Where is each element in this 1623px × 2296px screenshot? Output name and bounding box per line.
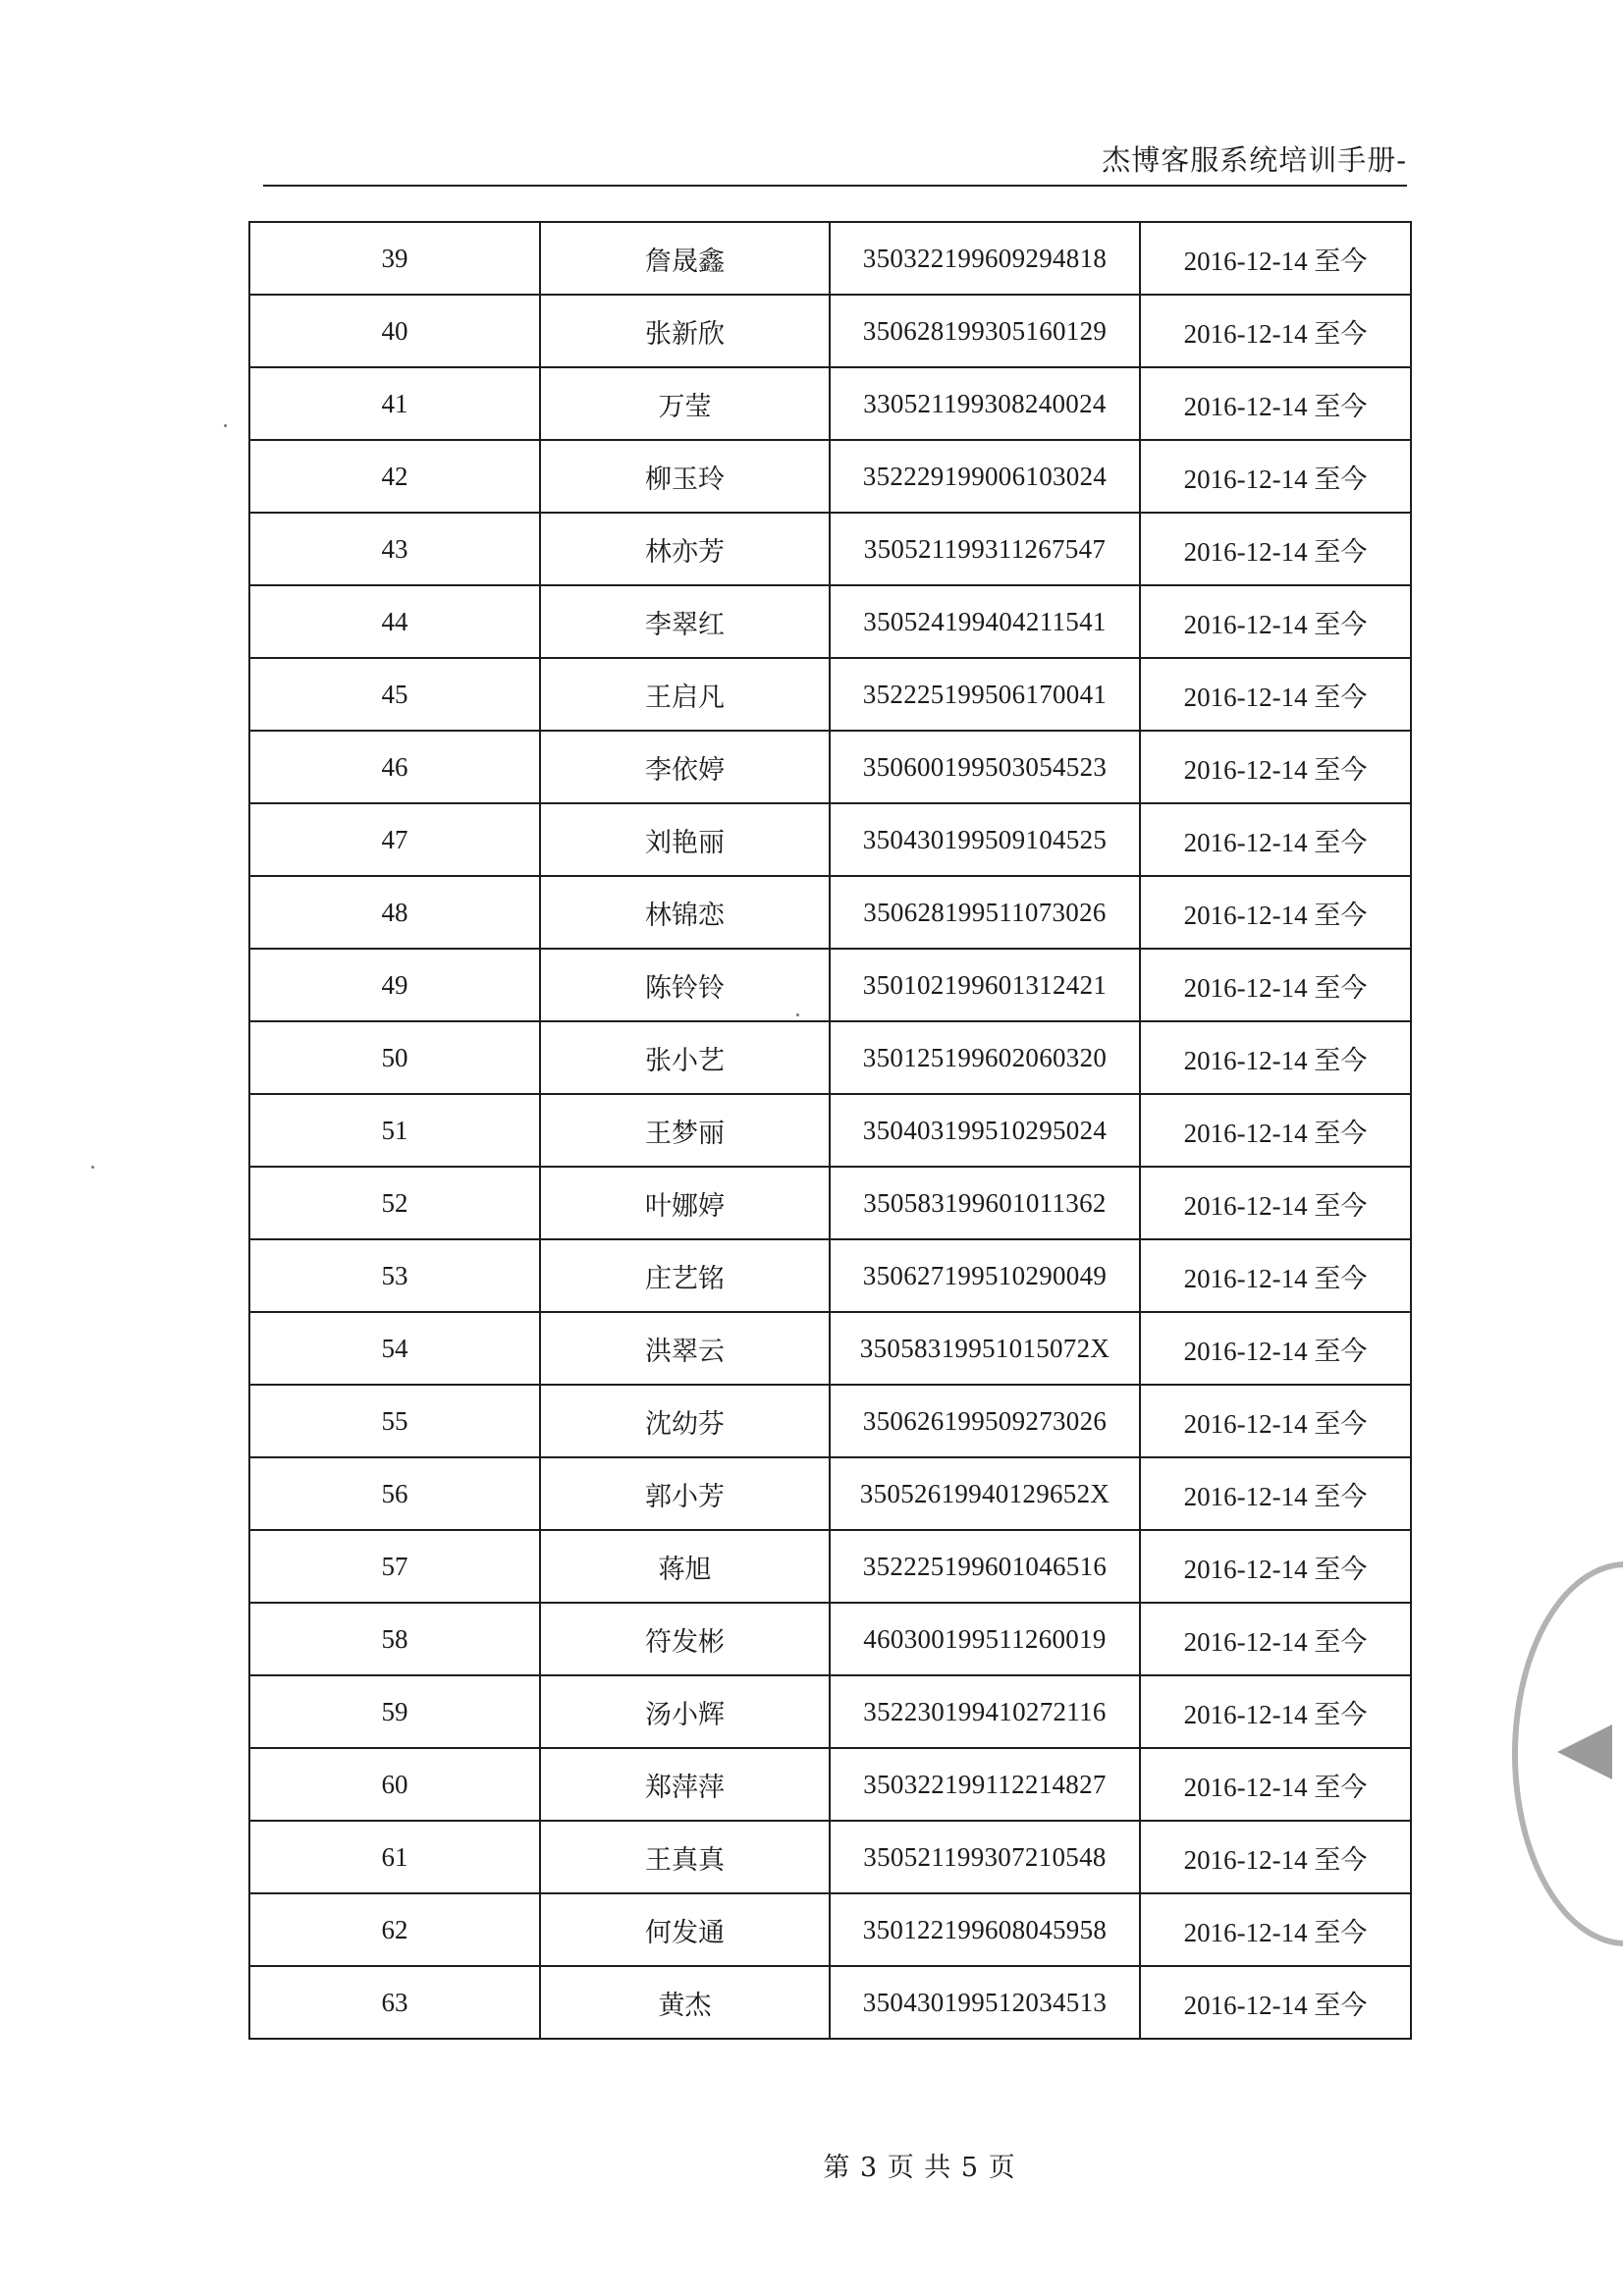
row-number-cell: 45 — [249, 658, 540, 731]
id-number-cell: 350626199509273026 — [830, 1385, 1140, 1457]
table-row — [249, 803, 1411, 876]
id-number-cell: 330521199308240024 — [830, 367, 1140, 440]
name-cell: 郑萍萍 — [540, 1748, 830, 1821]
period-cell: 2016-12-14 至今 — [1140, 1021, 1411, 1094]
name-cell: 万莹 — [540, 367, 830, 440]
id-number-cell: 35052619940129652X — [830, 1457, 1140, 1530]
row-number-cell: 46 — [249, 731, 540, 803]
name-cell: 汤小辉 — [540, 1675, 830, 1748]
id-number-cell: 352229199006103024 — [830, 440, 1140, 513]
period-cell: 2016-12-14 至今 — [1140, 1603, 1411, 1675]
period-cell: 2016-12-14 至今 — [1140, 803, 1411, 876]
period-cell: 2016-12-14 至今 — [1140, 1675, 1411, 1748]
id-number-cell: 350628199511073026 — [830, 876, 1140, 949]
id-number-cell: 352225199506170041 — [830, 658, 1140, 731]
row-number-cell: 58 — [249, 1603, 540, 1675]
period-cell: 2016-12-14 至今 — [1140, 440, 1411, 513]
table-row — [249, 367, 1411, 440]
table-row — [249, 513, 1411, 585]
roster-body — [249, 222, 1411, 2039]
id-number-cell: 350322199112214827 — [830, 1748, 1140, 1821]
row-number-cell: 61 — [249, 1821, 540, 1893]
row-number-cell: 44 — [249, 585, 540, 658]
period-cell: 2016-12-14 至今 — [1140, 1385, 1411, 1457]
name-cell: 张新欣 — [540, 295, 830, 367]
table-row — [249, 1312, 1411, 1385]
name-cell: 蒋旭 — [540, 1530, 830, 1603]
table-row — [249, 295, 1411, 367]
table-row — [249, 1239, 1411, 1312]
id-number-cell: 350521199311267547 — [830, 513, 1140, 585]
name-cell: 柳玉玲 — [540, 440, 830, 513]
scan-speck — [224, 424, 227, 427]
scan-speck — [796, 1013, 799, 1016]
period-cell: 2016-12-14 至今 — [1140, 222, 1411, 295]
name-cell: 林锦恋 — [540, 876, 830, 949]
period-cell: 2016-12-14 至今 — [1140, 1893, 1411, 1966]
id-number-cell: 460300199511260019 — [830, 1603, 1140, 1675]
name-cell: 庄艺铭 — [540, 1239, 830, 1312]
period-cell: 2016-12-14 至今 — [1140, 585, 1411, 658]
table-row — [249, 1457, 1411, 1530]
period-cell: 2016-12-14 至今 — [1140, 1821, 1411, 1893]
table-row — [249, 731, 1411, 803]
id-number-cell: 35058319951015072X — [830, 1312, 1140, 1385]
table-row — [249, 1603, 1411, 1675]
row-number-cell: 51 — [249, 1094, 540, 1167]
name-cell: 郭小芳 — [540, 1457, 830, 1530]
row-number-cell: 52 — [249, 1167, 540, 1239]
name-cell: 李依婷 — [540, 731, 830, 803]
name-cell: 洪翠云 — [540, 1312, 830, 1385]
id-number-cell: 350102199601312421 — [830, 949, 1140, 1021]
row-number-cell: 49 — [249, 949, 540, 1021]
table-row — [249, 1821, 1411, 1893]
name-cell: 林亦芳 — [540, 513, 830, 585]
table-row — [249, 949, 1411, 1021]
id-number-cell: 350403199510295024 — [830, 1094, 1140, 1167]
period-cell: 2016-12-14 至今 — [1140, 1530, 1411, 1603]
table-row — [249, 1893, 1411, 1966]
name-cell: 王梦丽 — [540, 1094, 830, 1167]
period-cell: 2016-12-14 至今 — [1140, 1239, 1411, 1312]
period-cell: 2016-12-14 至今 — [1140, 513, 1411, 585]
name-cell: 黄杰 — [540, 1966, 830, 2039]
name-cell: 刘艳丽 — [540, 803, 830, 876]
period-cell: 2016-12-14 至今 — [1140, 1748, 1411, 1821]
name-cell: 詹晟鑫 — [540, 222, 830, 295]
name-cell: 王真真 — [540, 1821, 830, 1893]
row-number-cell: 42 — [249, 440, 540, 513]
period-cell: 2016-12-14 至今 — [1140, 1457, 1411, 1530]
row-number-cell: 43 — [249, 513, 540, 585]
row-number-cell: 63 — [249, 1966, 540, 2039]
table-row — [249, 1966, 1411, 2039]
row-number-cell: 59 — [249, 1675, 540, 1748]
row-number-cell: 57 — [249, 1530, 540, 1603]
id-number-cell: 352230199410272116 — [830, 1675, 1140, 1748]
row-number-cell: 54 — [249, 1312, 540, 1385]
row-number-cell: 40 — [249, 295, 540, 367]
name-cell: 陈铃铃 — [540, 949, 830, 1021]
row-number-cell: 48 — [249, 876, 540, 949]
row-number-cell: 56 — [249, 1457, 540, 1530]
table-row — [249, 1385, 1411, 1457]
name-cell: 叶娜婷 — [540, 1167, 830, 1239]
name-cell: 符发彬 — [540, 1603, 830, 1675]
table-row — [249, 1021, 1411, 1094]
name-cell: 何发通 — [540, 1893, 830, 1966]
name-cell: 沈幼芬 — [540, 1385, 830, 1457]
page-number: 第 3 页 共 5 页 — [823, 2153, 1016, 2183]
id-number-cell: 352225199601046516 — [830, 1530, 1140, 1603]
table-row — [249, 1530, 1411, 1603]
row-number-cell: 62 — [249, 1893, 540, 1966]
table-row — [249, 658, 1411, 731]
document-title: 杰博客服系统培训手册- — [1102, 143, 1407, 177]
name-cell: 李翠红 — [540, 585, 830, 658]
period-cell: 2016-12-14 至今 — [1140, 1966, 1411, 2039]
table-row — [249, 222, 1411, 295]
table-row — [249, 876, 1411, 949]
row-number-cell: 47 — [249, 803, 540, 876]
period-cell: 2016-12-14 至今 — [1140, 1312, 1411, 1385]
period-cell: 2016-12-14 至今 — [1140, 658, 1411, 731]
id-number-cell: 350430199509104525 — [830, 803, 1140, 876]
period-cell: 2016-12-14 至今 — [1140, 1094, 1411, 1167]
scan-speck — [91, 1166, 94, 1169]
id-number-cell: 350322199609294818 — [830, 222, 1140, 295]
row-number-cell: 60 — [249, 1748, 540, 1821]
id-number-cell: 350125199602060320 — [830, 1021, 1140, 1094]
name-cell: 张小艺 — [540, 1021, 830, 1094]
row-number-cell: 55 — [249, 1385, 540, 1457]
table-row — [249, 440, 1411, 513]
table-row — [249, 1094, 1411, 1167]
id-number-cell: 350524199404211541 — [830, 585, 1140, 658]
name-cell: 王启凡 — [540, 658, 830, 731]
page-header — [263, 137, 1407, 187]
page-footer — [0, 2146, 1623, 2184]
stamp-star-icon — [1557, 1724, 1612, 1779]
table-row — [249, 1167, 1411, 1239]
id-number-cell: 350521199307210548 — [830, 1821, 1140, 1893]
id-number-cell: 350583199601011362 — [830, 1167, 1140, 1239]
id-number-cell: 350430199512034513 — [830, 1966, 1140, 2039]
table-row — [249, 1748, 1411, 1821]
table-row — [249, 585, 1411, 658]
id-number-cell: 350122199608045958 — [830, 1893, 1140, 1966]
period-cell: 2016-12-14 至今 — [1140, 949, 1411, 1021]
row-number-cell: 53 — [249, 1239, 540, 1312]
id-number-cell: 350600199503054523 — [830, 731, 1140, 803]
roster-table — [248, 221, 1412, 2040]
table-row — [249, 1675, 1411, 1748]
period-cell: 2016-12-14 至今 — [1140, 876, 1411, 949]
period-cell: 2016-12-14 至今 — [1140, 1167, 1411, 1239]
row-number-cell: 39 — [249, 222, 540, 295]
row-number-cell: 41 — [249, 367, 540, 440]
period-cell: 2016-12-14 至今 — [1140, 367, 1411, 440]
id-number-cell: 350627199510290049 — [830, 1239, 1140, 1312]
stamp-seal-icon — [1512, 1561, 1623, 1946]
id-number-cell: 350628199305160129 — [830, 295, 1140, 367]
row-number-cell: 50 — [249, 1021, 540, 1094]
period-cell: 2016-12-14 至今 — [1140, 295, 1411, 367]
period-cell: 2016-12-14 至今 — [1140, 731, 1411, 803]
